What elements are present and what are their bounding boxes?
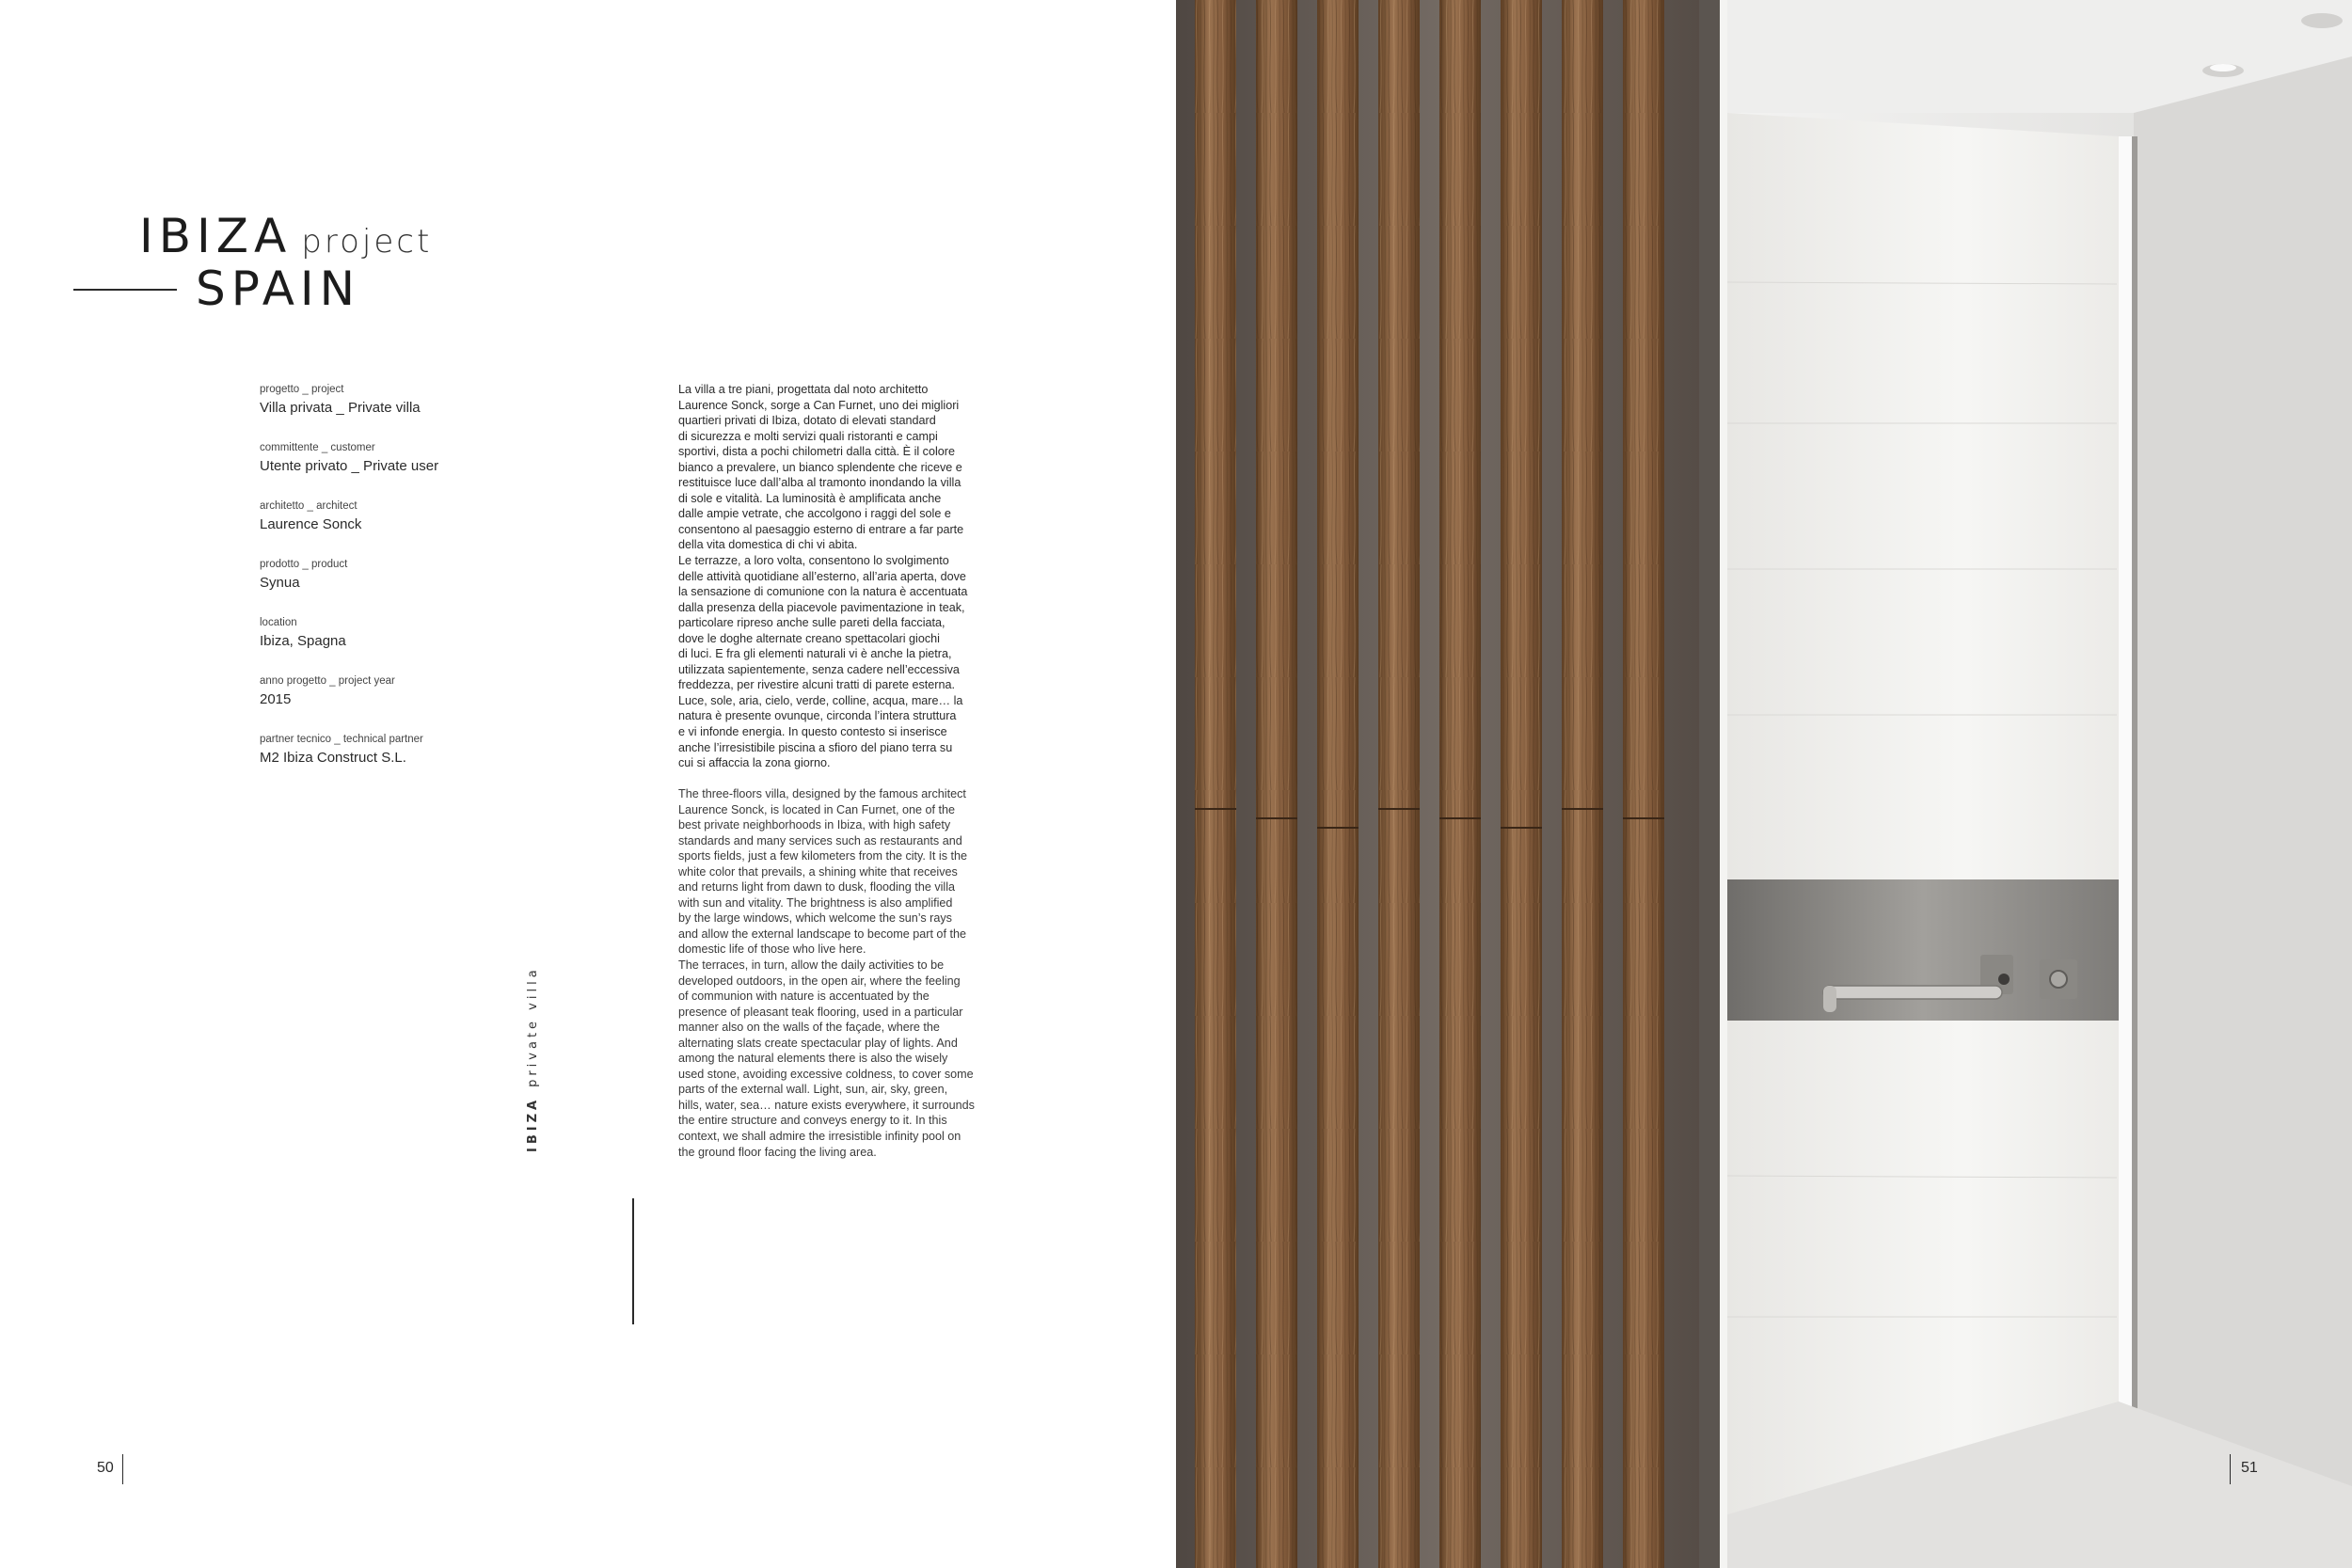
wall-edge-light bbox=[1720, 0, 1727, 1568]
project-facts bbox=[260, 382, 570, 790]
title-city: IBIZA bbox=[139, 209, 293, 263]
page-number-right: 51 bbox=[2241, 1460, 2258, 1476]
fact-product bbox=[260, 557, 570, 594]
white-doorway bbox=[1727, 0, 2352, 1568]
body-text-italian: La villa a tre piani, progettata dal noto architetto Laurence Sonck, sorge a Can Furnet, uno dei migliori quartieri privati di Ibiza, dotato di elevati standard di sicurezza e molti servizi quali ristoranti e campi sportivi, dista a pochi chilometri dalla città. È il colore bianco a prevalere, un bianco splendente che riceve e restituisce luce dall’alba al tramonto inondando la villa di sole e vitalità. La luminosità è amplificata anche dalle ampie vetrate, che accolgono i raggi del sole e consentono al paesaggio esterno di entrare a far parte della vita domestica di chi vi abita. Le terrazze, a loro volta, consentono lo svolgimento delle attività quotidiane all’esterno, all’aria aperta, dove la sensazione di comunione con la natura è accentuata dalla presenza della piacevole pavimentazione in teak, particolare ripreso anche sulle pareti della facciata, dove le doghe alternate creano spettacolari giochi di luci. E fra gli elementi naturali vi è anche la pietra, utilizzata sapientemente, senza cadere nell’eccessiva freddezza, per rivestire alcuni tratti di parete esterna. Luce, sole, aria, cielo, verde, colline, acqua, mare… la natura è presente ovunque, circonda l’intera struttura e vi infonde energia. In questo contesto si inserisce anche l’irresistibile piscina a sfioro del piano terra su cui si affaccia la zona giorno. bbox=[678, 383, 968, 770]
title-rule bbox=[73, 289, 177, 291]
fact-value: M2 Ibiza Construct S.L. bbox=[260, 750, 406, 766]
teak-grain bbox=[1378, 0, 1420, 1568]
fact-label: progetto _ project bbox=[260, 384, 344, 395]
teak-slat-wall bbox=[1176, 0, 1703, 1568]
teak-grain bbox=[1562, 0, 1603, 1568]
teak-grain bbox=[1195, 0, 1236, 1568]
teak-grain bbox=[1439, 0, 1481, 1568]
door-photograph bbox=[1176, 0, 2352, 1568]
fact-customer bbox=[260, 440, 570, 477]
fact-value: Synua bbox=[260, 575, 300, 591]
vertical-rule bbox=[632, 1198, 634, 1324]
title-suffix: project bbox=[301, 223, 433, 261]
teak-grain bbox=[1501, 0, 1542, 1568]
fact-label: prodotto _ product bbox=[260, 559, 348, 570]
fact-label: partner tecnico _ technical partner bbox=[260, 734, 423, 745]
vertical-label-subtitle: private villa bbox=[526, 966, 540, 1087]
page-number-rule bbox=[2230, 1454, 2231, 1484]
fact-value: Utente privato _ Private user bbox=[260, 458, 439, 474]
fact-label: location bbox=[260, 617, 297, 628]
fact-label: architetto _ architect bbox=[260, 500, 358, 512]
wall-edge bbox=[1699, 0, 1720, 1568]
teak-grain bbox=[1256, 0, 1297, 1568]
fact-partner bbox=[260, 732, 570, 768]
lock-cylinder-icon bbox=[2050, 971, 2067, 988]
page-number-rule bbox=[122, 1454, 123, 1484]
vertical-section-label bbox=[526, 966, 540, 1152]
vertical-label-city: IBIZA bbox=[526, 1096, 540, 1152]
fact-label: anno progetto _ project year bbox=[260, 675, 395, 687]
fact-value: Villa privata _ Private villa bbox=[260, 400, 421, 416]
fact-value: 2015 bbox=[260, 691, 292, 707]
body-text-english: The three-floors villa, designed by the famous architect Laurence Sonck, is located in Can Furnet, one of the best private neighborhoods in Ibiza, with high safety standards and many services such as restaurants and sports fields, just a few kilometers from the city. It is the white color that prevails, a shining white that receives and returns light from dawn to dusk, flooding the villa with sun and vitality. The brightness is also amplified by the large windows, which welcome the sun’s rays and allow the external landscape to become part of the domestic life of those who live here. The terraces, in turn, allow the daily activities to be developed outdoors, in the open air, where the feeling of communion with nature is accentuated by the presence of pleasant teak flooring, used in a particular manner also on the walls of the façade, where the alternating slats create spectacular play of lights. And among the natural elements there is also the wisely used stone, avoiding excessive coldness, to cover some parts of the external wall. Light, sun, air, sky, green, hills, water, sea… nature exists everywhere, it surrounds the entire structure and conveys energy to it. In this context, we shall admire the irresistible infinity pool on the ground floor facing the living area. bbox=[678, 787, 975, 1159]
project-title bbox=[139, 209, 432, 263]
page-number-left: 50 bbox=[97, 1460, 114, 1476]
title-country: SPAIN bbox=[196, 261, 361, 316]
fact-value: Laurence Sonck bbox=[260, 516, 362, 532]
fact-project bbox=[260, 382, 570, 419]
teak-grain bbox=[1623, 0, 1664, 1568]
door-handle bbox=[1823, 986, 2002, 999]
teak-grain bbox=[1317, 0, 1359, 1568]
fact-location bbox=[260, 615, 570, 652]
fact-year bbox=[260, 673, 570, 710]
fact-label: committente _ customer bbox=[260, 442, 375, 453]
fact-value: Ibiza, Spagna bbox=[260, 633, 346, 649]
fact-architect bbox=[260, 499, 570, 535]
